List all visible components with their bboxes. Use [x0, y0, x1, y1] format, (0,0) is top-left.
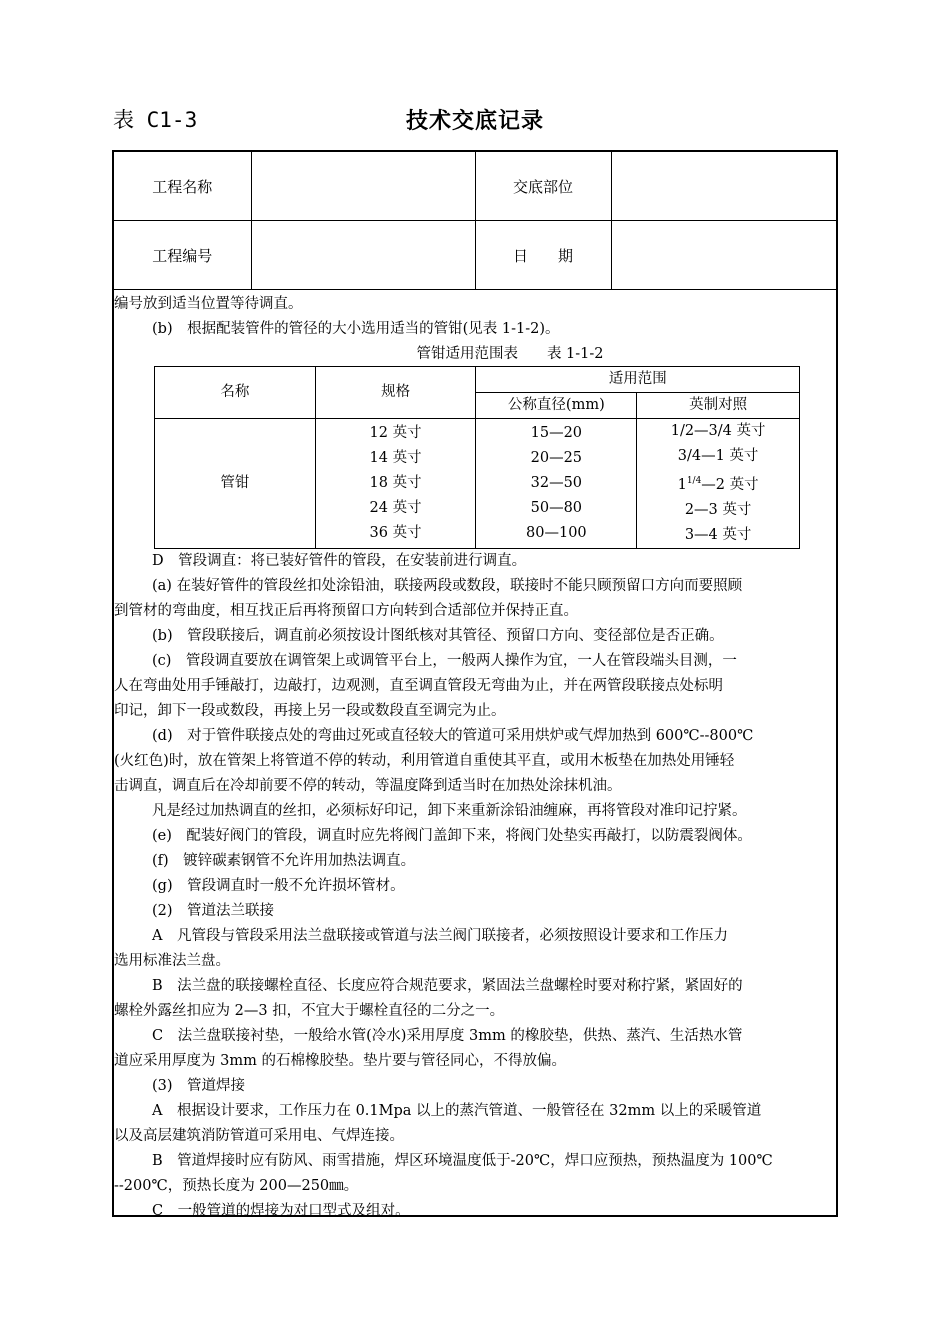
- table-cell: 20—25: [530, 449, 583, 466]
- paragraph: 道应采用厚度为 3mm 的石棉橡胶垫。垫片要与管径同心，不得放偏。: [114, 1052, 566, 1069]
- paragraph: (e) 配装好阀门的管段，调直时应先将阀门盖卸下来，将阀门处垫实再敲打，以防震裂阀体。: [152, 827, 752, 844]
- column-header: 英制对照: [637, 393, 800, 419]
- column-header: 规格: [315, 367, 476, 419]
- project-name-label: 工程名称: [114, 152, 251, 221]
- location-label: 交底部位: [475, 152, 611, 221]
- paragraph: (g) 管段调直时一般不允许损坏管材。: [152, 877, 405, 894]
- table-caption: 管钳适用范围表 表 1-1-2: [416, 346, 604, 362]
- pipe-wrench-range-table: [154, 366, 800, 549]
- imperial-cell: [637, 419, 800, 549]
- nominal-cell: [476, 419, 637, 549]
- column-header: 名称: [155, 367, 316, 419]
- project-name-field[interactable]: [251, 152, 475, 221]
- disclosure-content: [114, 292, 836, 1224]
- paragraph: D 管段调直：将已装好管件的管段，在安装前进行调直。: [152, 552, 527, 569]
- column-header: 适用范围: [476, 367, 800, 393]
- paragraph: 人在弯曲处用手锤敲打，边敲打，边观测，直至调直管段无弯曲为止，并在两管段联接点处标明: [114, 677, 723, 694]
- paragraph: B 管道焊接时应有防风、雨雪措施，焊区环境温度低于-20℃，焊口应预热，预热温度为 100℃: [152, 1152, 773, 1169]
- project-number-field[interactable]: [251, 221, 475, 290]
- record-frame: [112, 150, 838, 1217]
- paragraph: 击调直，调直后在冷却前要不停的转动，等温度降到适当时在加热处涂抹机油。: [114, 777, 622, 794]
- paragraph: 螺栓外露丝扣应为 2—3 扣，不宜大于螺栓直径的二分之一。: [114, 1002, 505, 1019]
- table-cell: 14 英寸: [369, 449, 422, 466]
- paragraph: C 一般管道的焊接为对口型式及组对。: [152, 1202, 410, 1219]
- paragraph: --200℃，预热长度为 200—250㎜。: [114, 1177, 359, 1194]
- table-cell-text: —2 英寸: [701, 476, 759, 493]
- table-cell: 3—4 英寸: [684, 526, 752, 543]
- document-title: 技术交底记录: [405, 109, 544, 134]
- table-cell: 24 英寸: [369, 499, 422, 516]
- paragraph: 到管材的弯曲度，相互找正后再将预留口方向转到合适部位并保持正直。: [114, 602, 578, 619]
- date-label: 日 期: [475, 221, 611, 290]
- superscript: 1/4: [686, 476, 702, 486]
- table-cell: 3/4—1 英寸: [677, 448, 759, 464]
- paragraph: 凡是经过加热调直的丝扣，必须标好印记，卸下来重新涂铅油缠麻，再将管段对准印记拧紧。: [152, 802, 747, 819]
- paragraph: (火红色)时，放在管架上将管道不停的转动，利用管道自重使其平直，或用木板垫在加热处用锤轻: [114, 752, 735, 769]
- paragraph: C 法兰盘联接衬垫，一般给水管(冷水)采用厚度 3mm 的橡胶垫，供热、蒸汽、生活热水管: [152, 1027, 743, 1044]
- table-cell: 36 英寸: [369, 524, 422, 541]
- table-cell: 2—3 英寸: [684, 501, 752, 518]
- paragraph: 编号放到适当位置等待调直。: [114, 296, 303, 312]
- table-cell: 80—100: [526, 524, 587, 541]
- paragraph: (b) 管段联接后，调直前必须按设计图纸核对其管径、预留口方向、变径部位是否正确。: [152, 627, 724, 644]
- paragraph: B 法兰盘的联接螺栓直径、长度应符合规范要求，紧固法兰盘螺栓时要对称拧紧，紧固好的: [152, 977, 743, 994]
- spec-cell: [315, 419, 476, 549]
- table-cell: 12 英寸: [369, 424, 422, 441]
- table-cell: 18 英寸: [369, 474, 422, 491]
- table-cell: [637, 469, 799, 498]
- form-code: 表 C1-3: [113, 108, 198, 132]
- paragraph: 选用标准法兰盘。: [114, 952, 230, 969]
- paragraph: (f) 镀锌碳素钢管不允许用加热法调直。: [152, 852, 416, 869]
- table-cell-text: 1: [677, 476, 687, 493]
- paragraph: (d) 对于管件联接点处的弯曲过死或直径较大的管道可采用烘炉或气焊加热到 600℃--800℃: [152, 727, 754, 744]
- date-field[interactable]: [611, 221, 836, 290]
- paragraph: (a) 在装好管件的管段丝扣处涂铅油，联接两段或数段，联接时不能只顾预留口方向而要照顾: [152, 577, 743, 594]
- column-header: 公称直径(mm): [476, 393, 637, 419]
- project-info-table: [114, 152, 836, 290]
- table-cell: 管钳: [155, 419, 316, 549]
- paragraph: A 凡管段与管段采用法兰盘联接或管道与法兰阀门联接者，必须按照设计要求和工作压力: [152, 927, 728, 944]
- location-field[interactable]: [611, 152, 836, 221]
- table-cell: 15—20: [530, 424, 583, 441]
- table-cell: 32—50: [530, 474, 583, 491]
- project-number-label: 工程编号: [114, 221, 251, 290]
- table-cell: 50—80: [530, 499, 583, 516]
- paragraph: A 根据设计要求，工作压力在 0.1Mpa 以上的蒸汽管道、一般管径在 32mm 以上的采暖管道: [152, 1102, 762, 1119]
- paragraph: (3) 管道焊接: [152, 1077, 246, 1094]
- paragraph: (b) 根据配装管件的管径的大小选用适当的管钳(见表 1-1-2)。: [152, 321, 560, 337]
- paragraph: 以及高层建筑消防管道可采用电、气焊连接。: [114, 1127, 404, 1144]
- paragraph: (c) 管段调直要放在调管架上或调管平台上，一般两人操作为宜，一人在管段端头目测，一: [152, 652, 737, 669]
- paragraph: 印记，卸下一段或数段，再接上另一段或数段直至调完为止。: [114, 702, 506, 719]
- paragraph: (2) 管道法兰联接: [152, 902, 275, 919]
- table-cell: 1/2—3/4 英寸: [670, 423, 766, 439]
